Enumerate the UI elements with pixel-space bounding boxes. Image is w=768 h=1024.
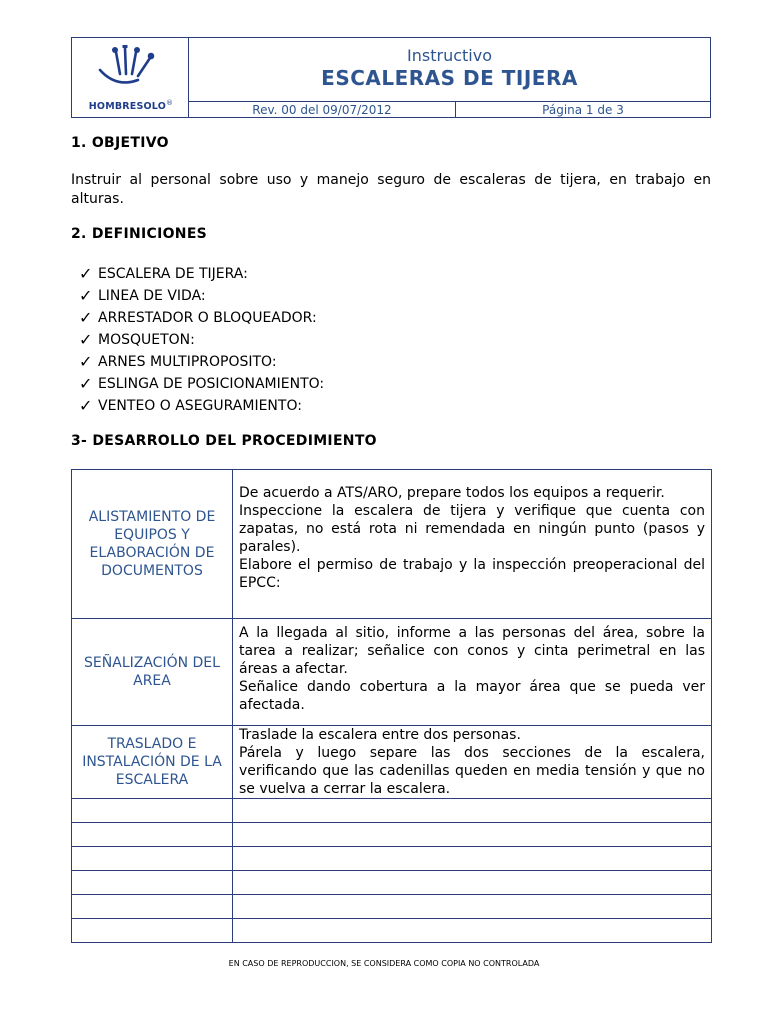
empty-cell xyxy=(233,823,712,847)
list-item xyxy=(79,285,324,307)
empty-cell xyxy=(233,895,712,919)
step-description xyxy=(233,619,712,726)
table-row xyxy=(72,619,712,726)
table-row xyxy=(72,470,712,619)
section-definiciones-heading: 2. DEFINICIONES xyxy=(71,226,208,242)
section-procedimiento-heading: 3- DESARROLLO DEL PROCEDIMIENTO xyxy=(71,433,377,449)
table-row xyxy=(72,871,712,895)
list-item xyxy=(79,395,324,417)
definition-label: ESCALERA DE TIJERA: xyxy=(98,266,248,282)
empty-cell xyxy=(233,919,712,943)
document-header xyxy=(71,37,711,118)
check-icon: ✓ xyxy=(79,286,93,305)
revision-label: Rev. 00 del 09/07/2012 xyxy=(189,102,456,118)
empty-cell xyxy=(72,847,233,871)
definition-label: VENTEO O ASEGURAMIENTO: xyxy=(98,398,302,414)
definition-label: ESLINGA DE POSICIONAMIENTO: xyxy=(98,376,325,392)
step-line: Señalice dando cobertura a la mayor área que se pueda ver afectada. xyxy=(239,679,705,713)
step-line: Traslade la escalera entre dos personas. xyxy=(239,727,521,743)
empty-cell xyxy=(233,871,712,895)
list-item xyxy=(79,373,324,395)
step-line: Inspeccione la escalera de tijera y verifique que cuenta con zapatas, no está rota ni remendada en ningún punto (pasos y parales). xyxy=(239,503,705,555)
empty-cell xyxy=(72,823,233,847)
step-description xyxy=(233,470,712,619)
check-icon: ✓ xyxy=(79,308,93,327)
logo-wordmark: HOMBRESOLO® xyxy=(88,99,174,113)
check-icon: ✓ xyxy=(79,264,93,283)
step-line: Párela y luego separe las dos secciones de la escalera, verificando que las cadenillas queden en media tensión y que no se vuelva a cerrar la escalera. xyxy=(239,745,705,797)
empty-cell xyxy=(72,799,233,823)
document-subtitle: Instructivo xyxy=(407,46,492,65)
procedure-table xyxy=(71,469,712,943)
empty-cell xyxy=(72,895,233,919)
revision-row xyxy=(189,101,710,118)
empty-cell xyxy=(233,799,712,823)
step-name: ALISTAMIENTO DE EQUIPOS Y ELABORACIÓN DE DOCUMENTOS xyxy=(72,470,233,619)
empty-cell xyxy=(233,847,712,871)
list-item xyxy=(79,263,324,285)
table-row xyxy=(72,726,712,799)
list-item xyxy=(79,307,324,329)
table-row xyxy=(72,895,712,919)
check-icon: ✓ xyxy=(79,374,93,393)
step-description xyxy=(233,726,712,799)
definition-label: ARRESTADOR O BLOQUEADOR: xyxy=(98,310,317,326)
table-row xyxy=(72,799,712,823)
definition-label: MOSQUETON: xyxy=(98,332,195,348)
hombresolo-logo-icon xyxy=(94,44,164,100)
logo-cell xyxy=(72,38,189,117)
table-row xyxy=(72,919,712,943)
list-item xyxy=(79,329,324,351)
step-line: Elabore el permiso de trabajo y la inspección preoperacional del EPCC: xyxy=(239,557,705,591)
step-name: TRASLADO E INSTALACIÓN DE LA ESCALERA xyxy=(72,726,233,799)
title-cell xyxy=(189,38,710,101)
check-icon: ✓ xyxy=(79,352,93,371)
table-row xyxy=(72,847,712,871)
objetivo-text: Instruir al personal sobre uso y manejo seguro de escaleras de tijera, en trabajo en alturas. xyxy=(71,172,711,207)
definition-label: ARNES MULTIPROPOSITO: xyxy=(98,354,277,370)
empty-cell xyxy=(72,871,233,895)
list-item xyxy=(79,351,324,373)
page-number: Página 1 de 3 xyxy=(542,103,624,117)
step-line: A la llegada al sitio, informe a las personas del área, sobre la tarea a realizar; señalice con conos y cinta perimetral en las áreas a afectar. xyxy=(239,625,705,677)
step-name: SEÑALIZACIÓN DEL AREA xyxy=(72,619,233,726)
step-line: De acuerdo a ATS/ARO, prepare todos los equipos a requerir. xyxy=(239,485,665,501)
definitions-list xyxy=(79,263,324,417)
check-icon: ✓ xyxy=(79,396,93,415)
definition-label: LINEA DE VIDA: xyxy=(98,288,206,304)
footer-note: EN CASO DE REPRODUCCION, SE CONSIDERA COMO COPIA NO CONTROLADA xyxy=(228,959,540,968)
document-title: ESCALERAS DE TIJERA xyxy=(321,66,578,90)
table-row xyxy=(72,823,712,847)
check-icon: ✓ xyxy=(79,330,93,349)
empty-cell xyxy=(72,919,233,943)
section-objetivo-heading: 1. OBJETIVO xyxy=(71,135,169,151)
